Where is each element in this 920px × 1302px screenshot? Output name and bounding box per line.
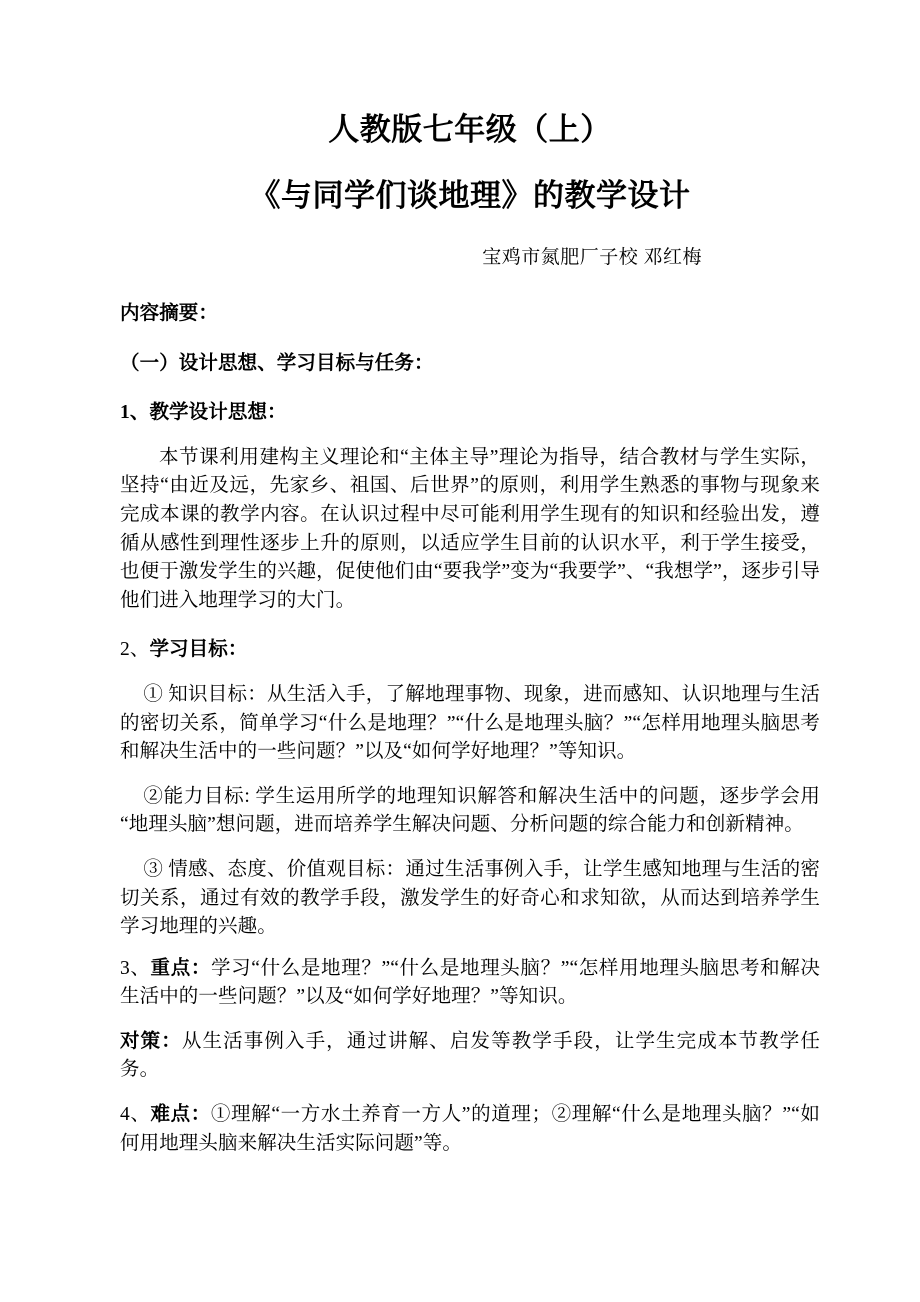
paragraph-strategy [120, 1028, 820, 1085]
document-content [120, 0, 820, 1158]
subsection-number-2: 2、 [120, 639, 150, 661]
strategy-label: 对策： [120, 1030, 182, 1052]
paragraph-goal-attitude: ③ 情感、态度、价值观目标：通过生活事例入手，让学生感知地理与生活的密切关系，通过有效的教学手段，激发学生的好奇心和求知欲，从而达到培养学生学习地理的兴趣。 [120, 858, 820, 938]
abstract-heading: 内容摘要： [120, 303, 219, 324]
difficult-points-body: ①理解“一方水土养育一方人”的道理；②理解“什么是地理头脑？”“如何用地理头脑来解决生活实际问题”等。 [120, 1104, 820, 1154]
paragraph-difficult-points [120, 1101, 820, 1158]
key-points-number: 3、 [120, 957, 151, 979]
paragraph-goal-ability: ②能力目标: 学生运用所学的地理知识解答和解决生活中的问题，逐步学会用“地理头脑”想问题，进而培养学生解决问题、分析问题的综合能力和创新精神。 [120, 785, 820, 836]
subsection-label-learning-goals: 学习目标： [149, 639, 248, 661]
section-heading-part-one: （一）设计思想、学习目标与任务： [120, 352, 434, 374]
subsection-heading-learning-goals [120, 636, 820, 665]
key-points-body: 学习“什么是地理？”“什么是地理头脑？”“怎样用地理头脑思考和解决生活中的一些问题？”以及“如何学好地理？”等知识。 [120, 957, 820, 1008]
paragraph-key-points [120, 955, 820, 1012]
key-points-label: 重点： [150, 957, 211, 979]
document-title-line-1: 人教版七年级（上） [328, 112, 612, 147]
strategy-body: 从生活事例入手，通过讲解、启发等教学手段，让学生完成本节教学任务。 [120, 1030, 820, 1081]
paragraph-design-thinking-body: 本节课利用建构主义理论和“主体主导”理论为指导，结合教材与学生实际，坚持“由近及远，先家乡、祖国、后世界”的原则，利用学生熟悉的事物与现象来完成本课的教学内容。在认识过程中尽可能利用学生现有的知识和经验出发，遵循从感性到理性逐步上升的原则，以适应学生目前的认识水平，利于学生接受，也便于激发学生的兴趣，促使他们由“要我学”变为“我要学”、“我想学”，逐步引导他们进入地理学习的大门。 [120, 446, 820, 611]
difficult-points-label: 难点： [150, 1104, 211, 1126]
subsection-heading-design-thinking: 1、教学设计思想： [120, 402, 287, 424]
document-author-affiliation: 宝鸡市氮肥厂子校 邓红梅 [482, 247, 702, 268]
difficult-points-number: 4、 [120, 1104, 151, 1126]
document-title-line-2: 《与同学们谈地理》的教学设计 [249, 178, 691, 213]
paragraph-goal-knowledge: ① 知识目标：从生活入手，了解地理事物、现象，进而感知、认识地理与生活的密切关系，简单学习“什么是地理？”“什么是地理头脑？”“怎样用地理头脑思考和解决生活中的一些问题？”以及“如何学好地理？”等知识。 [120, 683, 820, 763]
